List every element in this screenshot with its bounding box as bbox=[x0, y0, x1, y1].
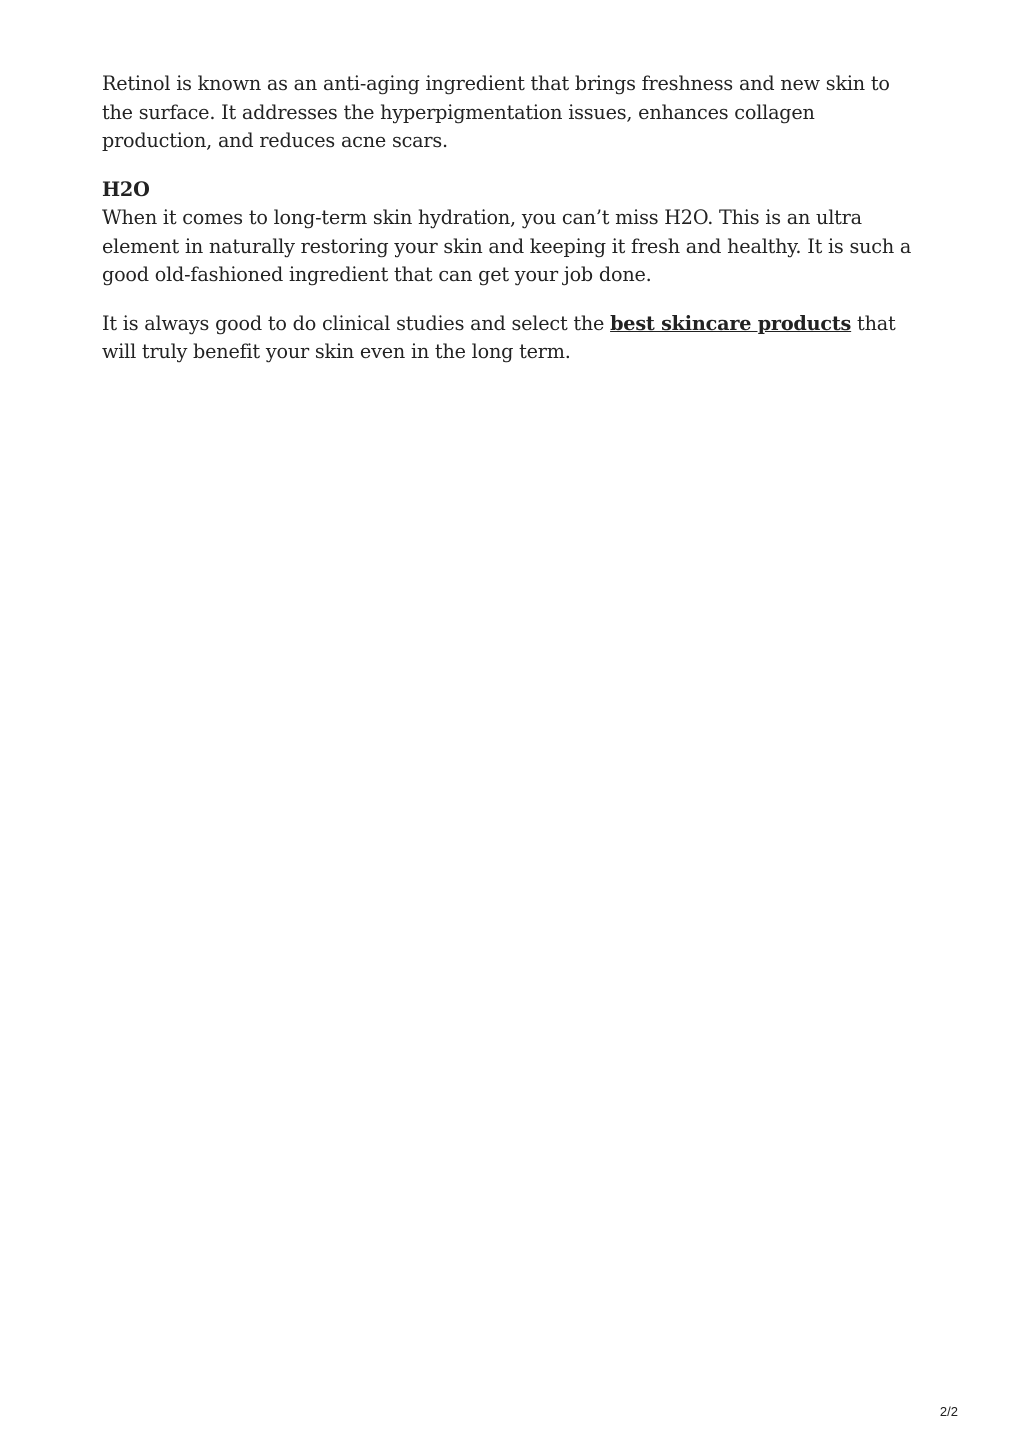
closing-paragraph bbox=[102, 310, 922, 367]
closing-text-after-link: that will truly benefit your skin even in the long term. bbox=[102, 311, 896, 363]
best-skincare-products-link[interactable]: best skincare products bbox=[610, 311, 852, 335]
retinol-paragraph: Retinol is known as an anti-aging ingredient that brings freshness and new skin to the surface. It addresses the hyperpigmentation issues, enhances collagen production, and reduces acne scars. bbox=[102, 72, 890, 152]
h2o-paragraph: When it comes to long-term skin hydration, you can’t miss H2O. This is an ultra element in naturally restoring your skin and keeping it fresh and healthy. It is such a good old-fashioned ingredient that can get your job done. bbox=[102, 206, 912, 286]
section-heading-h2o: H2O bbox=[102, 177, 150, 201]
article-body bbox=[102, 70, 922, 367]
page-number: 2/2 bbox=[939, 1404, 958, 1419]
closing-text-before-link: It is always good to do clinical studies and select the bbox=[102, 311, 611, 335]
